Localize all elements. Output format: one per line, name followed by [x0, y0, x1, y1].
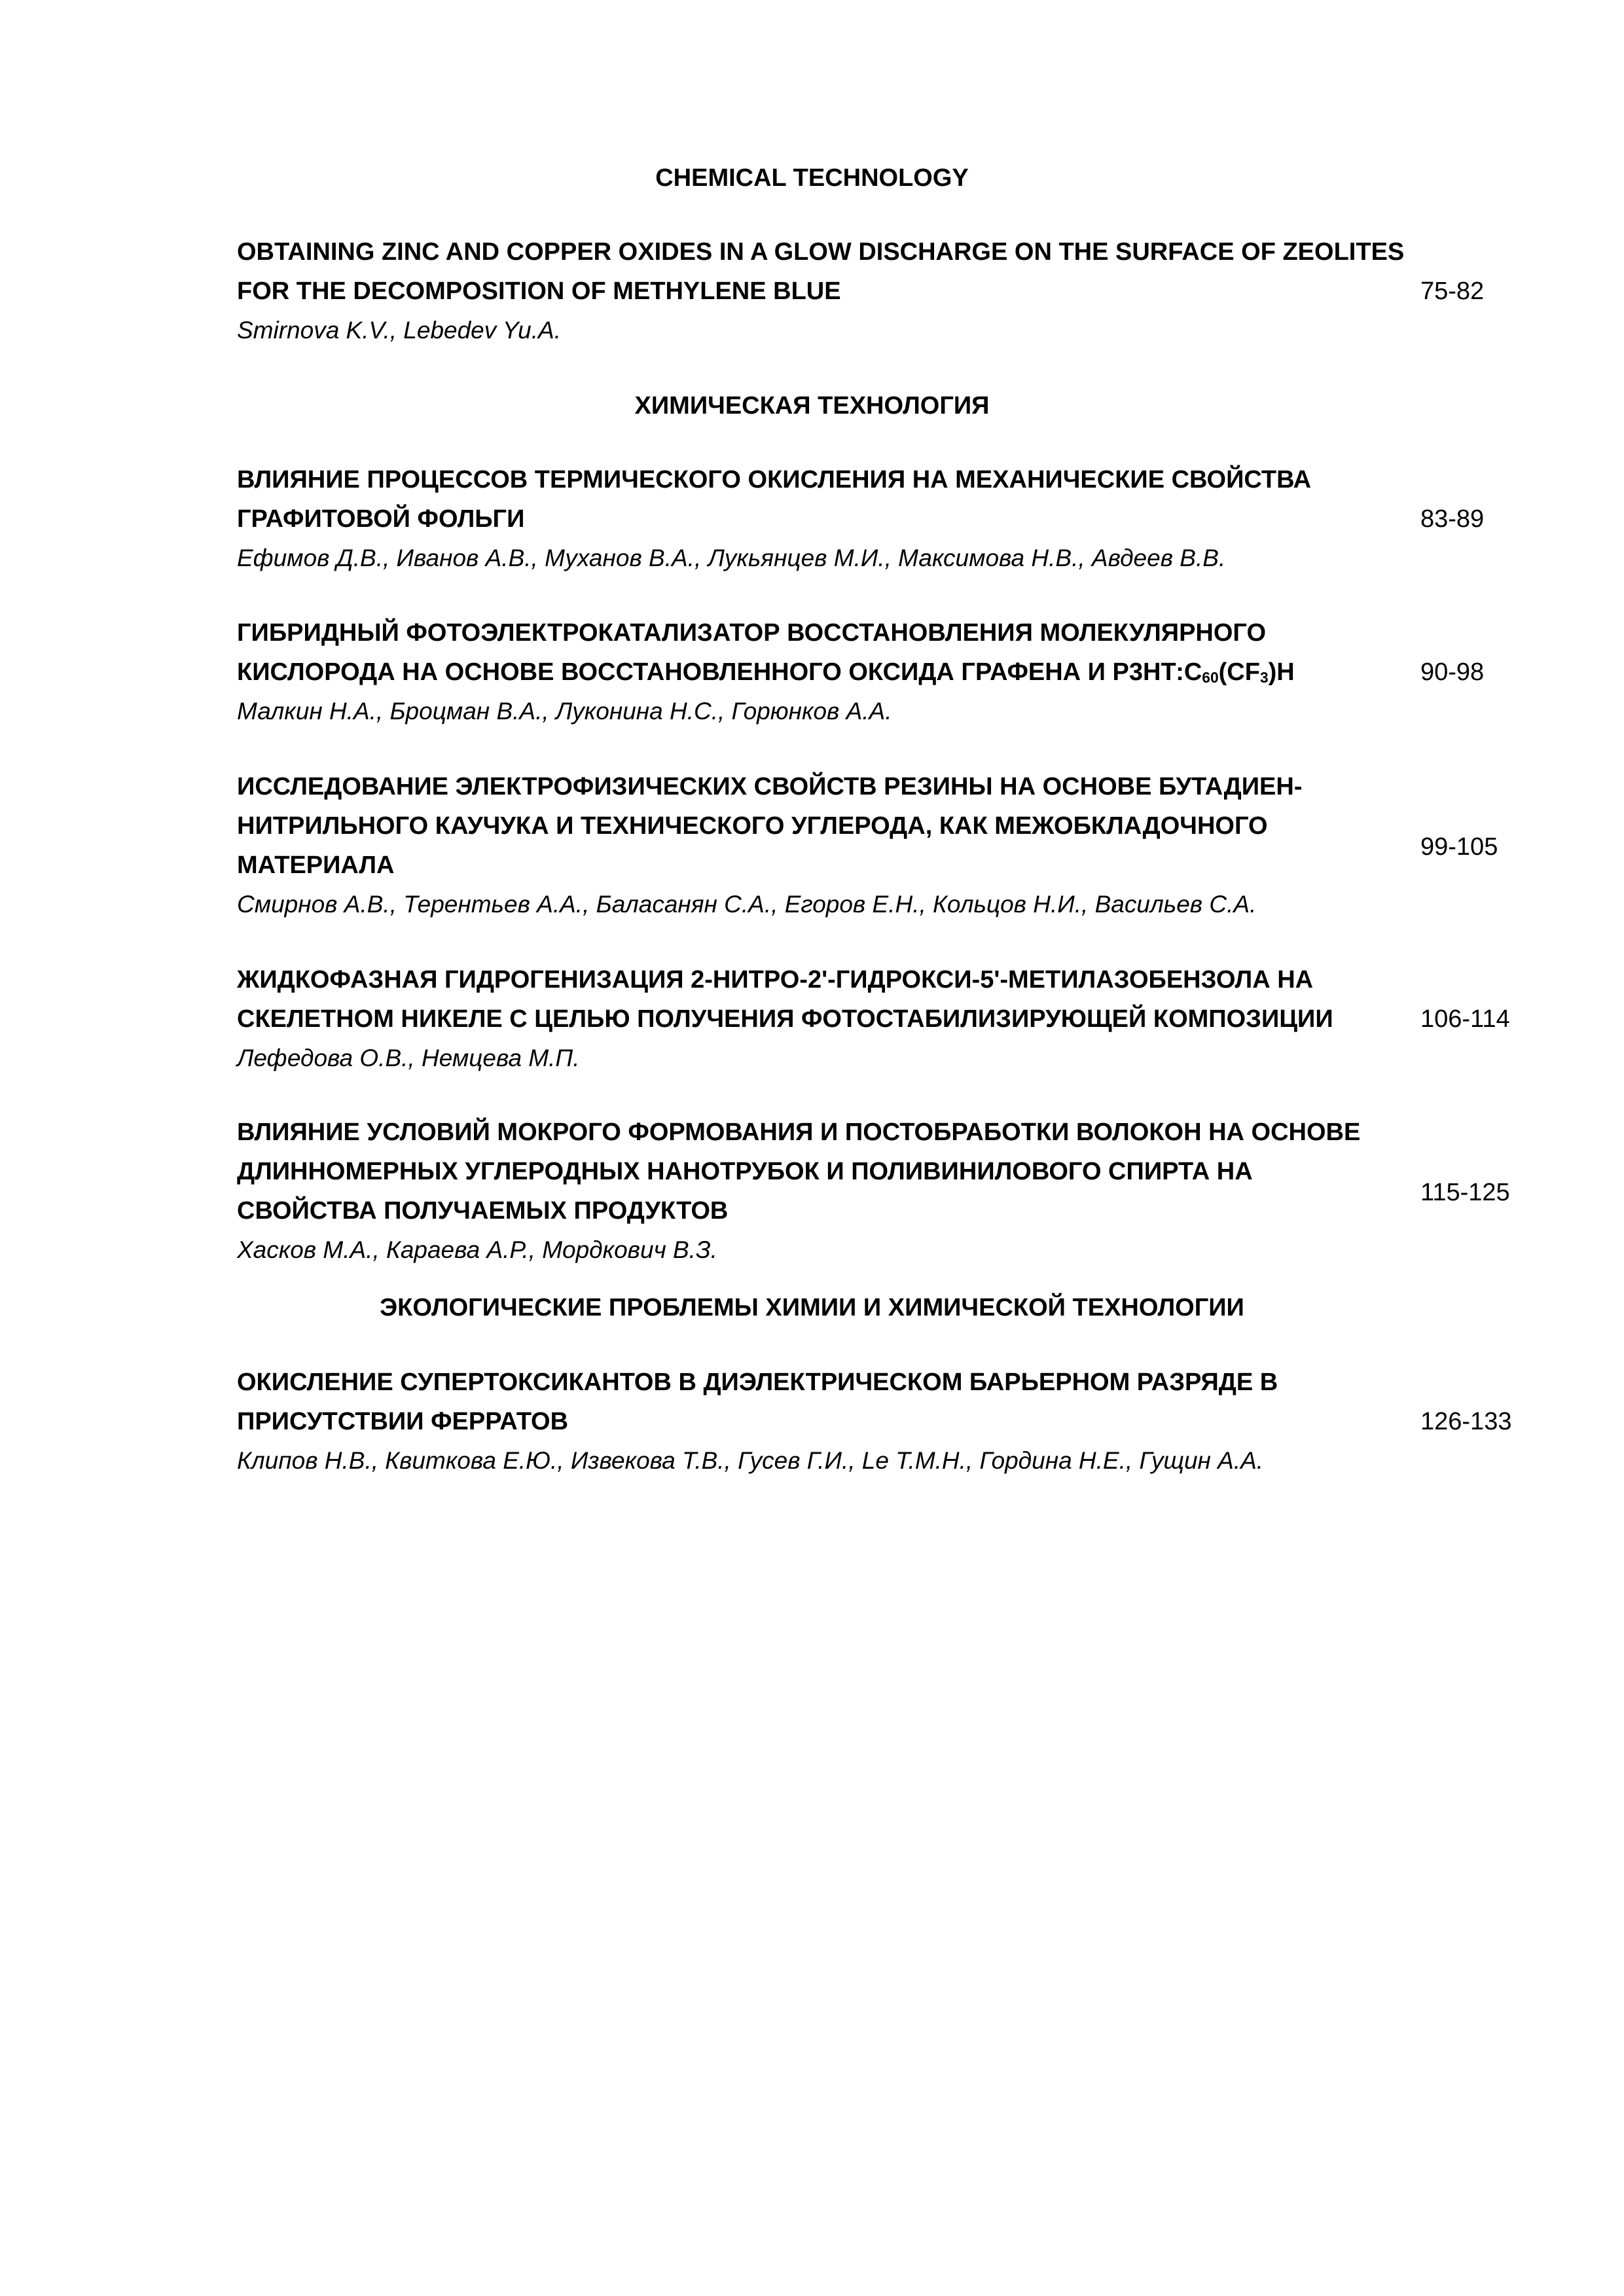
entry-title-line: ВЛИЯНИЕ ПРОЦЕССОВ ТЕРМИЧЕСКОГО ОКИСЛЕНИЯ НА МЕХАНИЧЕСКИЕ СВОЙСТВА — [237, 466, 1312, 493]
section-heading-khimicheskaya-tekhnologiya: ХИМИЧЕСКАЯ ТЕХНОЛОГИЯ — [634, 392, 990, 420]
entry-title-line: ОКИСЛЕНИЕ СУПЕРТОКСИКАНТОВ В ДИЭЛЕКТРИЧЕСКОМ БАРЬЕРНОМ РАЗРЯДЕ В — [237, 1369, 1278, 1396]
entry-title-line: МАТЕРИАЛА — [237, 852, 395, 879]
entry-pages: 115-125 — [1420, 1179, 1510, 1206]
entry-title — [237, 613, 1415, 692]
entry-title-line: СКЕЛЕТНОМ НИКЕЛЕ С ЦЕЛЬЮ ПОЛУЧЕНИЯ ФОТОСТАБИЛИЗИРУЮЩЕЙ КОМПОЗИЦИИ — [237, 1005, 1333, 1033]
entry-authors: Клипов Н.В., Квиткова Е.Ю., Извекова Т.В., Гусев Г.И., Le Т.М.Н., Гордина Н.Е., Гущин А.А. — [237, 1447, 1264, 1474]
title-text: )H — [1268, 658, 1295, 686]
entry-title-line — [237, 653, 1415, 692]
entry-title-line: ЖИДКОФАЗНАЯ ГИДРОГЕНИЗАЦИЯ 2-НИТРО-2'-ГИДРОКСИ-5'-МЕТИЛАЗОБЕНЗОЛА НА — [237, 966, 1314, 994]
entry-authors: Smirnova K.V., Lebedev Yu.A. — [237, 317, 561, 344]
section-heading-ekologicheskie-problemy: ЭКОЛОГИЧЕСКИЕ ПРОБЛЕМЫ ХИМИИ И ХИМИЧЕСКОЙ ТЕХНОЛОГИИ — [380, 1294, 1244, 1321]
entry-pages: 99-105 — [1420, 833, 1498, 861]
entry-title-line: СВОЙСТВА ПОЛУЧАЕМЫХ ПРОДУКТОВ — [237, 1197, 729, 1225]
entry-pages: 75-82 — [1420, 278, 1485, 305]
entry-title — [237, 1113, 1415, 1230]
entry-title — [237, 960, 1415, 1039]
entry-title-line: НИТРИЛЬНОГО КАУЧУКА И ТЕХНИЧЕСКОГО УГЛЕРОДА, КАК МЕЖОБКЛАДОЧНОГО — [237, 812, 1268, 840]
entry-title — [237, 232, 1415, 311]
title-text: (CF — [1218, 658, 1260, 686]
entry-authors: Хасков М.А., Караева А.Р., Мордкович В.З. — [237, 1236, 717, 1263]
entry-authors: Лефедова О.В., Немцева М.П. — [237, 1045, 580, 1071]
entry-pages: 83-89 — [1420, 505, 1485, 533]
entry-authors: Ефимов Д.В., Иванов А.В., Муханов В.А., Лукьянцев М.И., Максимова Н.В., Авдеев В.В. — [237, 545, 1226, 571]
entry-authors: Малкин Н.А., Броцман В.А., Луконина Н.С., Горюнков А.А. — [237, 698, 892, 725]
subscript: 60 — [1202, 669, 1219, 686]
entry-title-line: ИССЛЕДОВАНИЕ ЭЛЕКТРОФИЗИЧЕСКИХ СВОЙСТВ РЕЗИНЫ НА ОСНОВЕ БУТАДИЕН- — [237, 773, 1303, 800]
entry-title-line: ГИБРИДНЫЙ ФОТОЭЛЕКТРОКАТАЛИЗАТОР ВОССТАНОВЛЕНИЯ МОЛЕКУЛЯРНОГО — [237, 619, 1267, 647]
entry-title — [237, 767, 1415, 885]
section-heading-chemical-technology: CHEMICAL TECHNOLOGY — [655, 164, 969, 192]
entry-title-line: ДЛИННОМЕРНЫХ УГЛЕРОДНЫХ НАНОТРУБОК И ПОЛИВИНИЛОВОГО СПИРТА НА — [237, 1158, 1253, 1185]
title-text: КИСЛОРОДА НА ОСНОВЕ ВОССТАНОВЛЕННОГО ОКСИДА ГРАФЕНА И Р3НТ:C — [237, 658, 1202, 686]
entry-title-line: ГРАФИТОВОЙ ФОЛЬГИ — [237, 505, 525, 533]
entry-title — [237, 460, 1415, 539]
entry-pages: 106-114 — [1420, 1005, 1510, 1033]
entry-pages: 90-98 — [1420, 658, 1485, 686]
entry-title-line: OBTAINING ZINC AND COPPER OXIDES IN A GLOW DISCHARGE ON THE SURFACE OF ZEOLITES — [237, 238, 1405, 266]
subscript: 3 — [1259, 669, 1269, 686]
entry-title-line: ВЛИЯНИЕ УСЛОВИЙ МОКРОГО ФОРМОВАНИЯ И ПОСТОБРАБОТКИ ВОЛОКОН НА ОСНОВЕ — [237, 1119, 1361, 1146]
entry-authors: Смирнов А.В., Терентьев А.А., Баласанян С.А., Егоров Е.Н., Кольцов Н.И., Васильев С.А. — [237, 891, 1257, 918]
entry-title-line: ПРИСУТСТВИИ ФЕРРАТОВ — [237, 1408, 569, 1435]
entry-title — [237, 1363, 1415, 1441]
entry-pages: 126-133 — [1420, 1408, 1512, 1435]
entry-title-line: FOR THE DECOMPOSITION OF METHYLENE BLUE — [237, 278, 841, 305]
